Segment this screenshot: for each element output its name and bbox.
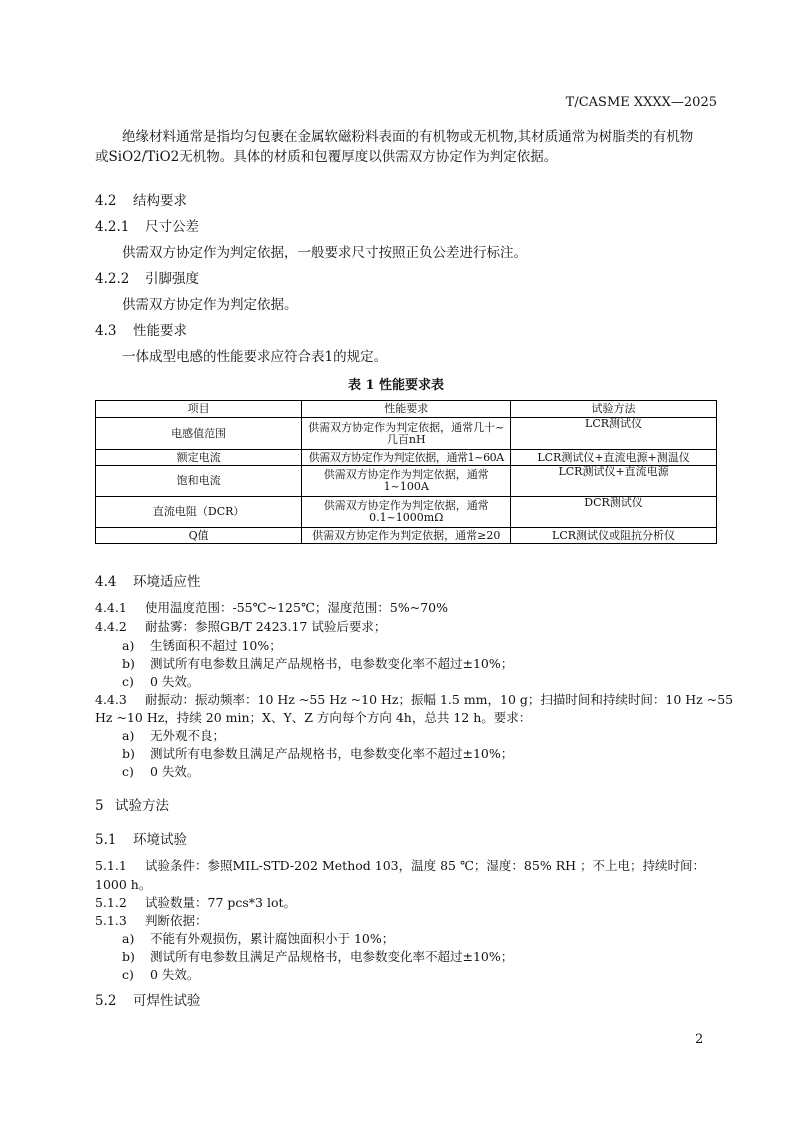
section-title: 环境适应性 bbox=[133, 574, 201, 590]
list-item bbox=[122, 745, 513, 763]
list-label: c) bbox=[122, 967, 134, 982]
section-5-1-1 bbox=[95, 857, 705, 875]
list-label: a) bbox=[122, 638, 135, 653]
cell-method: LCR测试仪或阻抗分析仪 bbox=[511, 528, 717, 544]
cell-item: 额定电流 bbox=[96, 450, 302, 466]
cell-requirement: 供需双方协定作为判定依据，通常1~100A bbox=[302, 466, 511, 497]
list-item bbox=[122, 763, 199, 781]
table-row bbox=[96, 497, 717, 528]
list-text: 测试所有电参数且满足产品规格书，电参数变化率不超过±10%； bbox=[150, 949, 514, 964]
section-title: 试验方法 bbox=[115, 798, 169, 814]
list-text: 测试所有电参数且满足产品规格书，电参数变化率不超过±10%； bbox=[150, 656, 514, 671]
section-4-2-heading bbox=[95, 191, 187, 211]
table-row bbox=[96, 528, 717, 544]
section-5-2-heading bbox=[95, 991, 201, 1011]
list-label: c) bbox=[122, 764, 134, 779]
cell-item: 直流电阻（DCR） bbox=[96, 497, 302, 528]
cell-requirement: 供需双方协定作为判定依据，通常几十~几百nH bbox=[302, 418, 511, 450]
header-requirement: 性能要求 bbox=[302, 401, 511, 418]
section-number: 4.2 bbox=[95, 193, 117, 209]
section-number: 4.2.2 bbox=[95, 271, 130, 287]
section-body: 使用温度范围：-55℃~125℃；湿度范围：5%~70% bbox=[145, 600, 449, 615]
list-text: 无外观不良； bbox=[150, 728, 226, 743]
section-number: 4.3 bbox=[95, 323, 117, 339]
section-number: 5.1 bbox=[95, 832, 117, 848]
section-5-1-heading bbox=[95, 830, 187, 850]
table-caption: 表 1 性能要求表 bbox=[347, 378, 445, 393]
section-4-2-1-body: 供需双方协定作为判定依据，一般要求尺寸按照正负公差进行标注。 bbox=[122, 245, 527, 261]
section-number: 4.2.1 bbox=[95, 219, 130, 235]
list-item bbox=[122, 637, 282, 655]
cell-method: LCR测试仪+直流电源+测温仪 bbox=[511, 450, 717, 466]
section-body: 试验数量：77 pcs*3 lot。 bbox=[145, 895, 297, 910]
table-row bbox=[96, 466, 717, 497]
cell-method: LCR测试仪 bbox=[511, 418, 717, 450]
section-number: 5 bbox=[95, 798, 104, 814]
list-text: 生锈面积不超过 10%； bbox=[150, 638, 282, 653]
section-body: 耐盐雾：参照GB/T 2423.17 试验后要求； bbox=[145, 619, 387, 634]
section-title: 环境试验 bbox=[133, 832, 187, 848]
section-title: 尺寸公差 bbox=[145, 219, 199, 235]
document-id: T/CASME XXXX—2025 bbox=[565, 95, 717, 110]
section-title: 性能要求 bbox=[133, 323, 187, 339]
list-item bbox=[122, 655, 513, 673]
header-item: 项目 bbox=[96, 401, 302, 418]
list-text: 0 失效。 bbox=[150, 967, 200, 982]
cell-method: DCR测试仪 bbox=[511, 497, 717, 528]
section-4-4-2 bbox=[95, 618, 386, 636]
section-5-1-3 bbox=[95, 912, 208, 930]
list-label: a) bbox=[122, 728, 135, 743]
list-item bbox=[122, 930, 394, 948]
section-body: 耐振动：振动频率：10 Hz ~55 Hz ~10 Hz；振幅 1.5 mm，10 g；扫描时间和持续时间：10 Hz ~55 bbox=[145, 692, 734, 707]
section-5-1-2 bbox=[95, 894, 296, 912]
section-4-4-3 bbox=[95, 691, 733, 709]
list-label: b) bbox=[122, 656, 135, 671]
section-5-heading bbox=[95, 796, 169, 816]
section-number: 5.1.2 bbox=[95, 895, 127, 910]
table-header-row bbox=[96, 401, 717, 418]
cell-item: Q值 bbox=[96, 528, 302, 544]
section-number: 4.4.2 bbox=[95, 619, 127, 634]
section-4-2-1-heading bbox=[95, 217, 199, 237]
table-row bbox=[96, 450, 717, 466]
section-4-2-2-heading bbox=[95, 269, 199, 289]
section-body: 试验条件：参照MIL-STD-202 Method 103，温度 85 ℃；湿度：85% RH ；不上电；持续时间： bbox=[145, 858, 705, 873]
section-4-4-heading bbox=[95, 572, 201, 592]
cell-item: 饱和电流 bbox=[96, 466, 302, 497]
header-method: 试验方法 bbox=[511, 401, 717, 418]
cell-requirement: 供需双方协定作为判定依据，通常0.1~1000mΩ bbox=[302, 497, 511, 528]
page-number: 2 bbox=[695, 1032, 704, 1047]
cell-item: 电感值范围 bbox=[96, 418, 302, 450]
section-4-3-heading bbox=[95, 321, 187, 341]
section-number: 5.1.1 bbox=[95, 858, 127, 873]
table-row bbox=[96, 418, 717, 450]
intro-line-2: 或SiO2/TiO2无机物。具体的材质和包覆厚度以供需双方协定作为判定依据。 bbox=[95, 149, 558, 165]
performance-table bbox=[95, 400, 717, 544]
section-body: 判断依据： bbox=[145, 913, 208, 928]
section-4-4-3-line-2: Hz ~10 Hz，持续 20 min；X、Y、Z 方向每个方向 4h，总共 12 h。要求： bbox=[95, 710, 532, 725]
section-title: 引脚强度 bbox=[145, 271, 199, 287]
section-number: 5.2 bbox=[95, 993, 117, 1009]
cell-requirement: 供需双方协定作为判定依据，通常≥20 bbox=[302, 528, 511, 544]
cell-method: LCR测试仪+直流电源 bbox=[511, 466, 717, 497]
list-item bbox=[122, 727, 225, 745]
section-4-2-2-body: 供需双方协定作为判定依据。 bbox=[122, 297, 298, 313]
list-text: 不能有外观损伤，累计腐蚀面积小于 10%； bbox=[150, 931, 395, 946]
section-number: 4.4 bbox=[95, 574, 117, 590]
list-label: b) bbox=[122, 949, 135, 964]
list-item bbox=[122, 948, 513, 966]
section-number: 5.1.3 bbox=[95, 913, 127, 928]
section-4-3-body: 一体成型电感的性能要求应符合表1的规定。 bbox=[122, 349, 388, 365]
section-title: 可焊性试验 bbox=[133, 993, 201, 1009]
cell-requirement: 供需双方协定作为判定依据，通常1~60A bbox=[302, 450, 511, 466]
list-text: 测试所有电参数且满足产品规格书，电参数变化率不超过±10%； bbox=[150, 746, 514, 761]
list-text: 0 失效。 bbox=[150, 674, 200, 689]
list-label: a) bbox=[122, 931, 135, 946]
section-title: 结构要求 bbox=[133, 193, 187, 209]
list-item bbox=[122, 966, 199, 984]
list-item bbox=[122, 673, 199, 691]
intro-line-1: 绝缘材料通常是指均匀包裹在金属软磁粉料表面的有机物或无机物,其材质通常为树脂类的有机物 bbox=[122, 129, 694, 145]
list-text: 0 失效。 bbox=[150, 764, 200, 779]
section-5-1-1-line-2: 1000 h。 bbox=[95, 877, 152, 892]
list-label: b) bbox=[122, 746, 135, 761]
list-label: c) bbox=[122, 674, 134, 689]
section-4-4-1 bbox=[95, 599, 448, 617]
section-number: 4.4.1 bbox=[95, 600, 127, 615]
section-number: 4.4.3 bbox=[95, 692, 127, 707]
